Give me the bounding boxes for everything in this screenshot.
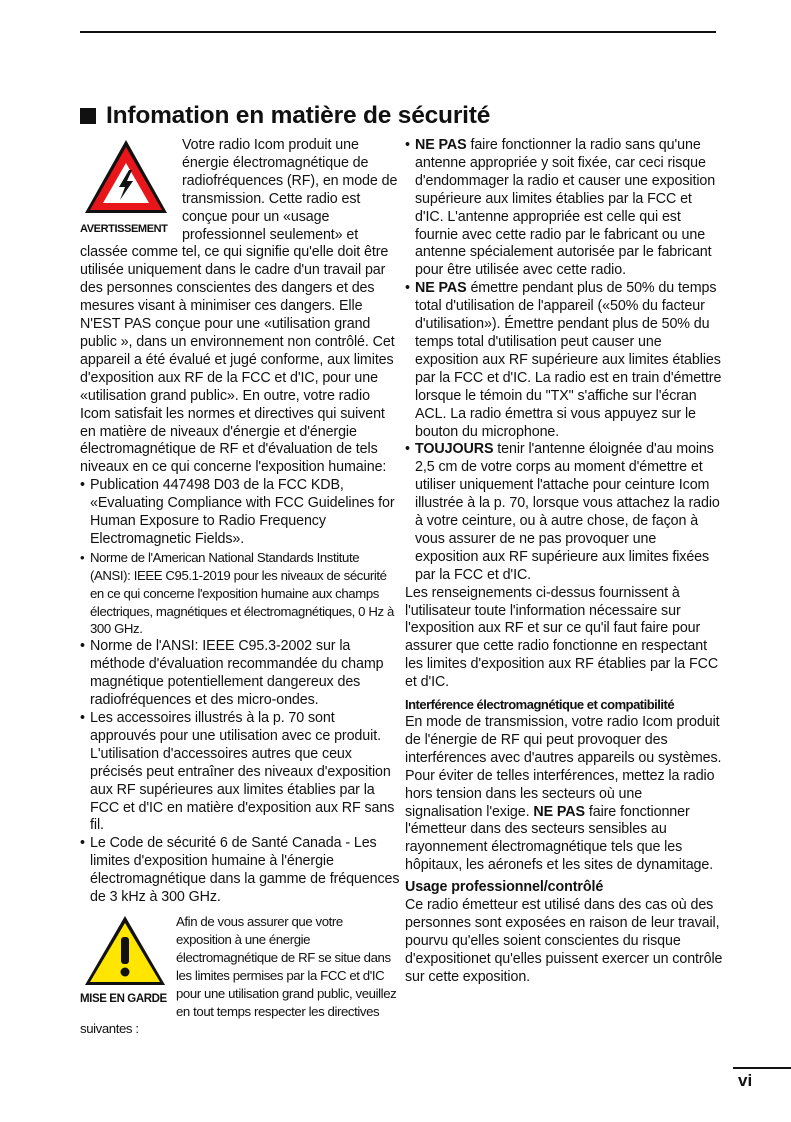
- interference-paragraph: [405, 714, 723, 875]
- warning-box: [80, 137, 178, 241]
- standards-list: [80, 477, 400, 907]
- warning-triangle-icon: [82, 137, 170, 217]
- professional-paragraph: Ce radio émetteur est utilisé dans des cas où des personnes sont exposées en raison de leur travail, pourvu qu'elles soient conscientes du risque d'expositionet qu'elles puissent exercer un contrôle sur cette exposition.: [405, 897, 723, 985]
- page-number: vi: [738, 1071, 753, 1090]
- emphasis: TOUJOURS: [415, 441, 494, 458]
- warning-label: AVERTISSEMENT: [80, 223, 168, 235]
- list-item: • Les accessoires illustrés à la p. 70 sont approuvés pour une utilisation avec ce produit. L'utilisation d'accessoires autres que ceux précisés peut entraîner des niveaux d'exposition aux RF supérieures aux limites établies par la FCC et d'IC en matière d'exposition aux RF sans fil.: [80, 710, 400, 835]
- subheading-professional: Usage professionnel/contrôlé: [405, 879, 604, 896]
- guidelines-list: [405, 137, 723, 585]
- left-column: [80, 137, 400, 1038]
- square-bullet-icon: [80, 108, 96, 124]
- emphasis: NE PAS: [415, 280, 467, 297]
- caution-text: Afin de vous assurer que votre exposition à une énergie électromagnétique de RF se situe dans les limites permises par la FCC et d'IC pour une utilisation grand public, veuillez en tout temps respecter les directives suivantes :: [80, 913, 397, 1037]
- right-column: [405, 137, 723, 987]
- list-item: • Publication 447498 D03 de la FCC KDB, «Evaluating Compliance with FCC Guidelines for Human Exposure to Radio Frequency Electromagnetic Fields».: [80, 477, 400, 549]
- list-item: [405, 137, 723, 280]
- list-item: • Norme de l'ANSI: IEEE C95.3-2002 sur la méthode d'évaluation recommandée du champ magnétique potentiellement dangereux des radiofréquences et des micro-ondes.: [80, 638, 400, 710]
- emphasis: NE PAS: [533, 803, 585, 820]
- list-item: • Le Code de sécurité 6 de Santé Canada - Les limites d'exposition humaine à l'énergie électromagnétique dans la gamme de fréquences de 3 kHz à 300 GHz.: [80, 835, 400, 907]
- list-item-text: émettre pendant plus de 50% du temps total d'utilisation de l'appareil («50% du facteur d'utilisation»). Émettre pendant plus de 50% du temps total d'utilisation peut causer une exposition aux RF supérieure aux limites établies par la FCC et d'IC. La radio est en train d'émettre lorsque le témoin du "TX" s'affiche sur l'écran ACL. La radio émettra si vous appuyez sur le bouton du microphone.: [415, 280, 722, 440]
- subheading-interference: Interférence électromagnétique et compatibilité: [405, 697, 675, 713]
- list-item-text: tenir l'antenne éloignée d'au moins 2,5 cm de votre corps au moment d'émettre et utiliser uniquement l'attache pour ceinture Icom illustrée à la p. 70, lorsque vous attachez la radio à votre ceinture, ou à autre chose, de façon à vous assurer de ne pas provoquer une exposition aux RF supérieure aux limites fixées par la FCC et d'IC.: [415, 441, 720, 583]
- section-heading: [80, 102, 490, 130]
- info-paragraph: Les renseignements ci-dessus fournissent à l'utilisateur toute l'information nécessaire sur l'exposition aux RF et sur ce qu'il faut faire pour assurer que cette radio fonctionne en respectant les limites d'exposition aux RF établies par la FCC et d'IC.: [405, 584, 719, 691]
- caution-box: [80, 913, 172, 1017]
- emphasis: NE PAS: [415, 137, 467, 153]
- section-heading-text: Infomation en matière de sécurité: [106, 102, 491, 129]
- paragraph-text: En mode de transmission, votre radio Icom produit de l'énergie de RF qui peut provoquer des interférences avec d'autres appareils ou systèmes. Pour éviter de telles interférences, mettez la radio hors tension dans les secteurs où une signalisation l'exige.: [405, 714, 722, 820]
- top-rule: [80, 31, 716, 33]
- caution-label: MISE EN GARDE: [80, 992, 167, 1005]
- paragraph-text: faire fonctionner l'émetteur dans des secteurs sensibles au rayonnement électromagnétique tels que les hôpitaux, les aéronefs et les sites de dynamitage.: [405, 803, 714, 874]
- list-item-text: faire fonctionner la radio sans qu'une antenne appropriée y soit fixée, car ceci risque d'endommager la radio et causer une exposition supérieure aux limites établies par la FCC et d'IC. L'antenne appropriée est celle qui est fournie avec cette radio par le fabricant ou une antenne spécialement autorisée par le fabricant pour être utilisée avec cette radio.: [415, 137, 716, 279]
- list-item: [405, 280, 723, 441]
- list-item: [405, 441, 723, 584]
- page-number-rule: [733, 1067, 791, 1069]
- left-intro: Votre radio Icom produit une énergie électromagnétique de radiofréquences (RF), en mode de transmission. Cette radio est conçue pour un «usage professionnel seulement» et classée comme tel, ce qui signifie qu'elle doit être utilisée uniquement dans le cadre d'un travail par des personnes conscientes des dangers et des mesures visant à minimiser ces dangers. Elle N'EST PAS conçue pour une «utilisation grand public », dans un environnement non contrôlé. Cet appareil a été évalué et jugé conforme, aux limites d'exposition aux RF de la FCC et d'IC, pour une «utilisation grand public». En outre, votre radio Icom satisfait les normes et directives qui suivent en matière de niveaux d'énergie et d'énergie électromagnétique de RF et d'évaluation de tels niveaux en ce qui concerne l'exposition humaine:: [80, 137, 398, 476]
- list-item: • Norme de l'American National Standards Institute (ANSI): IEEE C95.1-2019 pour les niveaux de sécurité en ce qui concerne l'exposition humaine aux champs électriques, magnétiques et électromagnétiques, 0 Hz à 300 GHz.: [80, 549, 400, 639]
- caution-triangle-icon: [82, 913, 168, 989]
